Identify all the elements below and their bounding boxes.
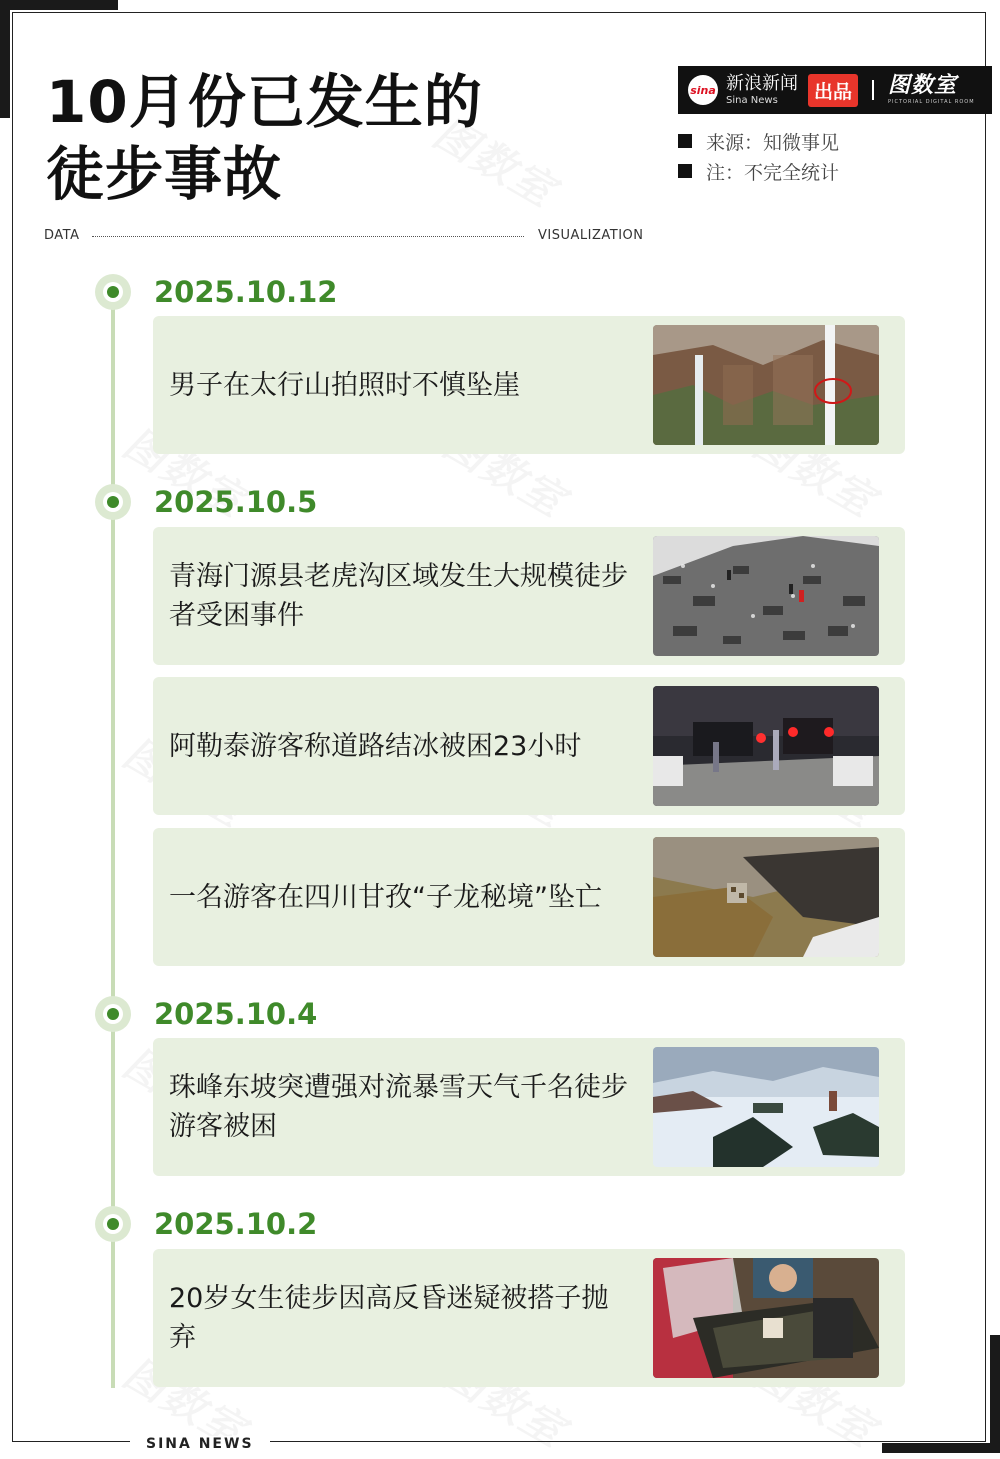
- data-label: DATA: [44, 228, 80, 243]
- event-text: 珠峰东坡突遭强对流暴雪天气千名徒步游客被困: [169, 1072, 628, 1142]
- event-text: 20岁女生徒步因高反昏迷疑被搭子抛弃: [169, 1283, 609, 1353]
- frame-corner-bottom-right: [882, 1443, 1000, 1453]
- tushuoshi-logo-cn: 图数室: [888, 73, 958, 98]
- event-card[interactable]: [153, 1249, 905, 1387]
- cliff-waterfall-photo: [653, 325, 879, 445]
- page-title: [46, 66, 646, 210]
- footer-brand: SINA NEWS: [130, 1436, 270, 1452]
- timeline-node: [95, 996, 131, 1032]
- sina-brand: [726, 72, 798, 106]
- event-text: 青海门源县老虎沟区域发生大规模徒步者受困事件: [169, 561, 628, 631]
- timeline-node: [95, 274, 131, 310]
- sina-logo-icon: sina: [688, 75, 718, 105]
- snow-covered-tents-photo: [653, 1047, 879, 1167]
- event-card[interactable]: [153, 1038, 905, 1176]
- timeline-date: 2025.10.12: [154, 275, 338, 309]
- event-card[interactable]: [153, 677, 905, 815]
- grassy-rock-slope-photo: [653, 837, 879, 957]
- event-text: 阿勒泰游客称道路结冰被困23小时: [169, 730, 582, 762]
- meta-info: [678, 126, 839, 186]
- note-label: 注：不完全统计: [706, 161, 840, 184]
- timeline-node: [95, 484, 131, 520]
- sina-brand-cn: 新浪新闻: [726, 72, 798, 94]
- visualization-label: VISUALIZATION: [538, 228, 644, 243]
- snowy-rock-slope-photo: [653, 536, 879, 656]
- frame-corner-bottom-right: [990, 1335, 1000, 1453]
- dotted-divider: [92, 236, 524, 237]
- chupin-badge: 出品: [808, 74, 858, 107]
- event-text: 男子在太行山拍照时不慎坠崖: [169, 369, 520, 401]
- tushuoshi-logo-en: PICTORIAL DIGITAL ROOM: [888, 99, 975, 105]
- bullet-square-icon: [678, 164, 692, 178]
- frame-corner-top-left: [0, 0, 10, 118]
- brand-logo-bar: [678, 66, 992, 114]
- event-card[interactable]: [153, 828, 905, 966]
- bullet-square-icon: [678, 134, 692, 148]
- timeline-node: [95, 1206, 131, 1242]
- title-line-1: 10月份已发生的: [46, 68, 483, 136]
- frame-corner-top-left: [0, 0, 118, 10]
- logo-divider: [872, 80, 874, 100]
- rescue-patient-photo: [653, 1258, 879, 1378]
- event-card[interactable]: [153, 316, 905, 454]
- timeline-date: 2025.10.2: [154, 1207, 318, 1241]
- timeline-date: 2025.10.4: [154, 997, 318, 1031]
- event-text: 一名游客在四川甘孜“子龙秘境”坠亡: [169, 881, 602, 913]
- night-icy-road-cars-photo: [653, 686, 879, 806]
- event-card[interactable]: [153, 527, 905, 665]
- sina-brand-en: Sina News: [726, 94, 778, 106]
- timeline-date: 2025.10.5: [154, 485, 318, 519]
- title-line-2: 徒步事故: [46, 140, 283, 208]
- tushuoshi-logo: [888, 75, 975, 105]
- source-label: 来源：知微事见: [706, 131, 840, 154]
